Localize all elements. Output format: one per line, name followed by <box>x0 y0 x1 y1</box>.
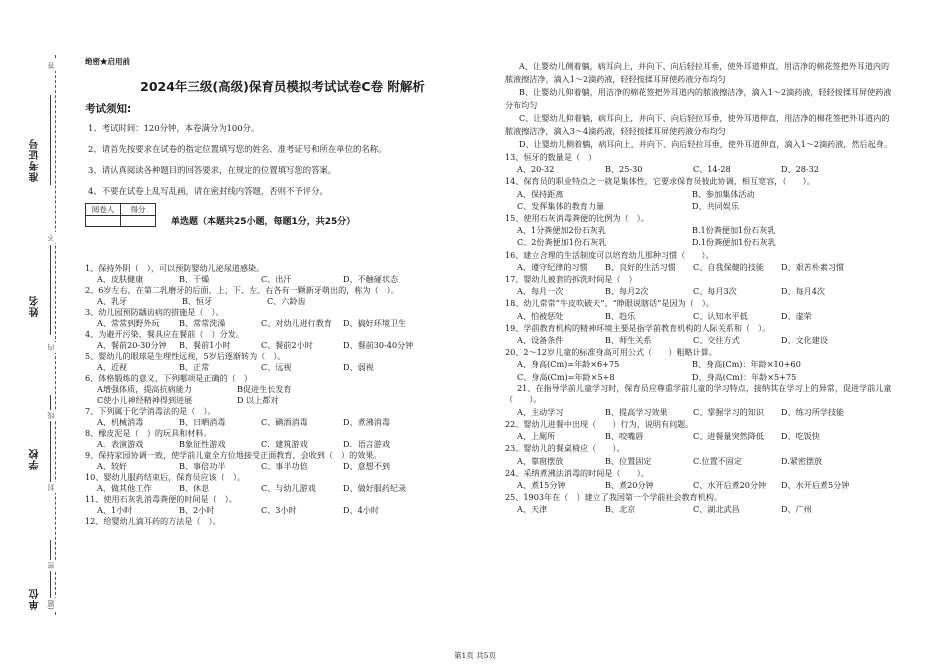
answer-option[interactable]: C、发挥集体的教育力量 <box>517 200 605 211</box>
question-stem: 1、保持外阴（ ），可以预防婴幼儿泌尿道感染。 <box>85 263 265 273</box>
answer-option[interactable]: B.1份粪便加1份石灰乳 <box>692 225 776 236</box>
answer-option[interactable]: A、皮肤健康 <box>97 274 144 284</box>
q12-option-b: B、让婴幼儿仰着躺，用洁净的棉花签把外耳道内的脓液擦洁净，滴入1～2滴药液，轻轻按揉耳屏使药液分布均匀 <box>505 87 892 110</box>
answer-option[interactable]: C、与幼儿游戏 <box>261 483 316 493</box>
option-row <box>505 261 897 273</box>
question-block <box>85 351 480 373</box>
answer-option[interactable]: A、做其他工作 <box>97 483 152 493</box>
reviewer-cell[interactable] <box>86 216 121 227</box>
option-row <box>505 188 897 200</box>
answer-option[interactable]: B、常常洗澡 <box>179 318 226 328</box>
answer-option[interactable]: D、身高(Cm)：年龄×5+75 <box>692 371 797 382</box>
question-block <box>505 297 897 321</box>
option-row <box>505 163 897 175</box>
q12-options <box>505 60 897 151</box>
answer-option[interactable]: C、出汗 <box>261 274 292 284</box>
answer-option[interactable]: B象征性游戏 <box>179 439 226 449</box>
answer-option[interactable]: C.位置不固定 <box>693 455 742 466</box>
answer-option[interactable]: C使小儿神经精神得到进展 <box>97 395 193 405</box>
question-block <box>505 491 897 515</box>
question-stem: 10、婴幼儿服药结束后，保育员应该（ ）。 <box>85 472 246 482</box>
question-stem: 6、体格锻炼的意义，下列哪项是正确的（ ） <box>85 373 253 383</box>
right-question-list <box>505 151 897 516</box>
question-block <box>85 263 480 285</box>
question-stem: 3、幼儿园预防龋齿病的措施是（ ）。 <box>85 307 224 317</box>
answer-option[interactable]: A、上厕所 <box>517 431 556 442</box>
page-title: 2024年三级(高级)保育员模拟考试试卷C卷 附解析 <box>140 79 425 94</box>
answer-option[interactable]: B、每月2次 <box>605 286 649 297</box>
answer-option[interactable]: B、休息 <box>179 483 210 493</box>
answer-option[interactable]: A、1小时 <box>97 505 133 515</box>
answer-option[interactable]: D、28-32 <box>781 164 819 175</box>
page-footer: 第1页 共5页 <box>454 651 496 660</box>
question-stem: 11、使用石灰乳消毒粪便的时间是（ ）。 <box>85 494 237 504</box>
answer-option[interactable]: A、餐前20-30分钟 <box>97 340 167 350</box>
question-stem: 18、幼儿常常“牛皮吹破天”、“睁眼说瞎话”是因为（ ）。 <box>505 298 714 309</box>
option-row <box>85 395 480 406</box>
option-row <box>505 406 897 418</box>
answer-option[interactable]: B、趋乐 <box>605 310 636 321</box>
answer-option[interactable]: A、天津 <box>517 504 548 515</box>
score-header: 得分 <box>121 204 156 216</box>
question-block <box>505 322 897 346</box>
answer-option[interactable]: B、正常 <box>179 362 210 372</box>
question-block <box>85 285 480 307</box>
answer-option[interactable]: A、近视 <box>97 362 128 372</box>
answer-option[interactable]: D、4小时 <box>343 505 379 515</box>
answer-option[interactable]: A、怕被惩处 <box>517 310 564 321</box>
option-row <box>85 461 480 472</box>
question-stem: 14、保育员的职业特点之一就是集体性，它要求保育员彼此协调，相互宽容，（ ）。 <box>505 176 815 187</box>
margin-field-unit: 单位 <box>30 588 41 610</box>
school-underline <box>50 395 51 485</box>
answer-option[interactable]: B、煮20分钟 <box>605 480 654 491</box>
answer-option[interactable]: D、共同娱乐 <box>692 200 739 211</box>
answer-option[interactable]: A、保持距离 <box>517 188 564 199</box>
option-row <box>505 430 897 442</box>
option-row <box>505 334 897 346</box>
answer-option[interactable]: D．语言游戏 <box>343 439 390 449</box>
question-stem: 21、在指导学前儿童学习时，保育员应尊重学前儿童的学习特点，接纳其在学习上的异常，促进学前儿童（ ）。 <box>505 382 892 405</box>
answer-option[interactable]: B、位置固定 <box>605 455 652 466</box>
question-block <box>505 151 897 175</box>
question-block <box>505 418 897 442</box>
question-block <box>505 346 897 383</box>
option-row <box>85 296 480 307</box>
answer-option[interactable]: D、每月4次 <box>781 286 826 297</box>
question-block <box>85 450 480 472</box>
answer-option[interactable]: D、餐前30-40分钟 <box>343 340 414 350</box>
question-stem: 13、恒牙的数量是（ ） <box>505 152 597 162</box>
answer-option[interactable]: B、事倍功半 <box>179 461 226 471</box>
answer-option[interactable]: D、文化建设 <box>781 335 828 346</box>
question-stem: 25、1903年在（ ）建立了我国第一个学前社会教育机构。 <box>505 492 723 503</box>
answer-option[interactable]: B、25-30 <box>605 164 643 175</box>
answer-option[interactable]: D、广州 <box>781 504 812 515</box>
question-stem: 15、使用石灰消毒粪便的比例为（ ）。 <box>505 213 649 224</box>
answer-option[interactable]: B、提高学习效果 <box>605 406 668 417</box>
answer-option[interactable]: D、水开后煮5分钟 <box>781 480 850 491</box>
answer-option[interactable]: C、对幼儿进行教育 <box>261 318 332 328</box>
answer-option[interactable]: A、设备条件 <box>517 335 564 346</box>
option-row <box>505 236 897 248</box>
question-stem: 22、婴幼儿进餐中出现（ ）行为，说明有问题。 <box>505 419 694 430</box>
section-title: 单选题（本题共25小题，每题1分，共25分） <box>171 217 356 227</box>
answer-option[interactable]: C、身高(Cm)=年龄×5+8 <box>517 371 615 382</box>
option-row <box>85 274 480 285</box>
option-row <box>85 417 480 428</box>
answer-option[interactable]: C、掌握学习的知识 <box>693 406 764 417</box>
answer-option[interactable]: C、事半功倍 <box>261 461 308 471</box>
left-question-list <box>85 263 480 527</box>
answer-option[interactable]: B、干燥 <box>179 274 210 284</box>
notice-item: 4、不要在试卷上乱写乱画，请在密封线内答题，否则不予评分。 <box>88 186 328 196</box>
question-block <box>85 428 480 450</box>
option-row <box>505 503 897 515</box>
option-row <box>85 384 480 395</box>
answer-option[interactable]: D、做好服药纪录 <box>343 483 407 493</box>
answer-option[interactable]: C、水开后煮20分钟 <box>693 480 767 491</box>
question-block <box>505 249 897 273</box>
question-stem: 19、学前教育机构的精神环境主要是指学前教育机构的人际关系和（ ）。 <box>505 322 771 333</box>
question-block <box>85 472 480 494</box>
answer-option[interactable]: A、遵守纪律的习惯 <box>517 261 588 272</box>
option-row <box>85 505 480 516</box>
option-row <box>85 318 480 329</box>
q12-option-c: C、让婴幼儿仰着躺，病耳向上，并向下、向后轻拉耳垂，使外耳道伸直，用洁净的棉花签把外耳道内的脓液擦洁净，滴入3～4滴药液，轻轻按揉耳屏使药液分布均匀 <box>505 113 890 136</box>
answer-option[interactable]: B、北京 <box>605 504 636 515</box>
answer-option[interactable]: A、常常到野外玩 <box>97 318 160 328</box>
seal-char: 不 <box>47 234 55 241</box>
question-stem: 16、建立合理的生活制度可以培育幼儿那种习惯（ ）。 <box>505 249 714 260</box>
answer-option[interactable]: C、交往方式 <box>693 335 740 346</box>
seal-char: 答 <box>47 62 55 69</box>
margin-field-exam-id: 准考证号 <box>30 138 41 182</box>
answer-option[interactable]: D、练习所学技能 <box>781 406 845 417</box>
margin-field-school: 学校 <box>30 448 41 470</box>
question-block <box>85 329 480 351</box>
answer-option[interactable]: C、碘酒消毒 <box>261 417 308 427</box>
answer-option[interactable]: B、餐前1小时 <box>179 340 231 350</box>
answer-option[interactable]: D 以上都对 <box>237 395 279 405</box>
answer-option[interactable]: B、师生关系 <box>605 335 652 346</box>
answer-option[interactable]: D.紧密摆放 <box>781 455 823 466</box>
answer-option[interactable]: B促进生长发育 <box>237 384 292 394</box>
answer-option[interactable]: C、2份粪便加1份石灰乳 <box>517 237 607 248</box>
question-stem: 23、婴幼儿的餐桌椅应（ ）。 <box>505 443 625 454</box>
answer-option[interactable]: C、认知水平低 <box>693 310 748 321</box>
question-stem: 9、保持家园协调一致，使学前儿童全方位地接受正面教育，会收到（ ）的效果。 <box>85 450 382 460</box>
answer-option[interactable]: A、1分粪便加2份石灰乳 <box>517 225 606 236</box>
exam-id-underline <box>50 95 51 185</box>
option-row <box>505 371 897 383</box>
answer-option[interactable]: B、恒牙 <box>182 296 213 306</box>
seal-char: 封 <box>47 484 55 491</box>
notice-heading: 考试须知: <box>85 103 132 115</box>
answer-option[interactable]: D.1份粪便加1份石灰乳 <box>692 237 776 248</box>
answer-option[interactable]: C、六龄齿 <box>267 296 306 306</box>
question-stem: 5、婴幼儿的眼球是生理性远视，5岁后逐渐转为（ ）。 <box>85 351 286 361</box>
question-stem: 12、给婴幼儿滴耳药的方法是（ ）。 <box>85 516 221 526</box>
question-stem: 8、橡皮泥是（ ）的玩具和材料。 <box>85 428 212 438</box>
option-row <box>505 224 897 236</box>
answer-option[interactable]: D、艰苦朴素习惯 <box>781 261 845 272</box>
answer-option[interactable]: C、进餐量突然降低 <box>693 431 764 442</box>
option-row <box>85 340 480 351</box>
option-row <box>85 362 480 373</box>
answer-option[interactable]: B、身高(Cm)：年龄×10+60 <box>692 359 801 370</box>
answer-option[interactable]: B、良好的生活习惯 <box>605 261 676 272</box>
question-block <box>505 273 897 297</box>
question-block <box>85 307 480 329</box>
answer-option[interactable]: D、煮沸消毒 <box>343 417 390 427</box>
answer-option[interactable]: C、每月3次 <box>693 286 737 297</box>
answer-option[interactable]: C．建筑游戏 <box>261 439 308 449</box>
notice-item: 2、请首先按要求在试卷的指定位置填写您的姓名、准考证号和所在单位的名称。 <box>88 144 387 154</box>
answer-option[interactable]: A、每月一次 <box>517 286 564 297</box>
answer-option[interactable]: A增强体质，提高抗病能力 <box>97 384 192 394</box>
question-block <box>505 467 897 491</box>
q12-option-d: D、让婴幼儿侧着躺，病耳向上，并向下、向后轻拉耳垂，使外耳道伸直，滴入1～2滴药液，然后起身。 <box>519 139 892 149</box>
score-row <box>85 203 480 229</box>
answer-option[interactable]: D、虚荣 <box>781 310 812 321</box>
answer-option[interactable]: D、意想不到 <box>343 461 390 471</box>
question-block <box>85 516 480 527</box>
answer-option[interactable]: C、远视 <box>261 362 292 372</box>
right-column <box>505 60 897 516</box>
question-stem: 24、采纳煮沸法消毒的时间是（ ）。 <box>505 467 649 478</box>
question-block <box>85 373 480 406</box>
question-stem: 2、6岁左右，在第二乳磨牙的后面，上、下、左、右各有一颗新牙萌出的，称为（ ）。 <box>85 285 399 295</box>
answer-option[interactable]: A、主动学习 <box>517 406 564 417</box>
option-row <box>505 455 897 467</box>
answer-option[interactable]: A、煮15分钟 <box>517 480 566 491</box>
seal-char: 密 <box>47 562 55 569</box>
name-underline <box>50 245 51 335</box>
question-stem: 4、为避开污染，餐具应在餐前（ ）分发。 <box>85 329 244 339</box>
left-column <box>85 56 480 526</box>
option-row <box>505 285 897 297</box>
answer-option[interactable]: A、20-32 <box>517 164 555 175</box>
notice-item: 1、考试时间：120分钟，本卷满分为100分。 <box>88 123 260 133</box>
answer-option[interactable]: A、乳牙 <box>97 296 128 306</box>
q12-option-a: A、让婴幼儿侧着躺，病耳向上，并向下、向后轻拉耳垂，使外耳道伸直，用洁净的棉花签把外耳道内的脓液擦洁净，滴入1～2滴药液，轻轻按揉耳屏使药液分布均匀 <box>505 61 890 84</box>
score-table <box>85 203 156 227</box>
option-row <box>505 358 897 370</box>
answer-option[interactable]: D、搞好环境卫生 <box>343 318 407 328</box>
seal-char: (题 <box>47 600 55 610</box>
answer-option[interactable]: D、弱视 <box>343 362 374 372</box>
question-block <box>85 406 480 428</box>
question-block <box>505 442 897 466</box>
secret-label: 绝密★启用前 <box>85 57 130 66</box>
answer-option[interactable]: A、靠窗摆放 <box>517 455 564 466</box>
answer-option[interactable]: B、日晒消毒 <box>179 417 226 427</box>
question-stem: 20、2～12岁儿童的标准身高可用公式（ ）粗略计算。 <box>505 347 717 358</box>
option-row <box>505 310 897 322</box>
answer-option[interactable]: C、餐前2小时 <box>261 340 313 350</box>
option-row <box>505 479 897 491</box>
answer-option[interactable]: D、吃饭快 <box>781 431 820 442</box>
question-stem: 17、婴幼儿被套的拆洗时间是（ ） <box>505 274 637 285</box>
seal-char: 线 <box>47 412 55 419</box>
answer-option[interactable]: D、不触碰状态 <box>343 274 399 284</box>
answer-option[interactable]: C、自我保健的技能 <box>693 261 764 272</box>
score-cell[interactable] <box>121 216 156 227</box>
binding-margin <box>0 0 70 671</box>
question-block <box>85 494 480 516</box>
answer-option[interactable]: B、2小时 <box>179 505 215 515</box>
answer-option[interactable]: C、14-28 <box>693 164 731 175</box>
seal-dashed-line <box>55 55 56 615</box>
answer-option[interactable]: C、湖北武昌 <box>693 504 740 515</box>
question-block <box>505 383 897 418</box>
question-stem: 7、下列属于化学消毒法的是（ ）。 <box>85 406 216 416</box>
question-block <box>505 175 897 212</box>
answer-option[interactable]: A、较好 <box>97 461 128 471</box>
answer-option[interactable]: B、咬嘴唇 <box>605 431 644 442</box>
reviewer-header: 阅卷人 <box>86 204 121 216</box>
option-row <box>85 483 480 494</box>
margin-field-name: 姓名 <box>30 295 41 317</box>
option-row <box>85 439 480 450</box>
option-row <box>505 200 897 212</box>
notice-list <box>85 122 480 197</box>
answer-option[interactable]: B、参加集体活动 <box>692 188 755 199</box>
answer-option[interactable]: A．表演游戏 <box>97 439 144 449</box>
notice-item: 3、请认真阅读各种题目的回答要求，在规定的位置填写您的答案。 <box>88 165 337 175</box>
question-block <box>505 212 897 249</box>
answer-option[interactable]: C、3小时 <box>261 505 297 515</box>
answer-option[interactable]: A、身高(Cm)=年龄×6+75 <box>517 359 620 370</box>
answer-option[interactable]: A、机械消毒 <box>97 417 144 427</box>
seal-char: 内 <box>47 344 55 351</box>
